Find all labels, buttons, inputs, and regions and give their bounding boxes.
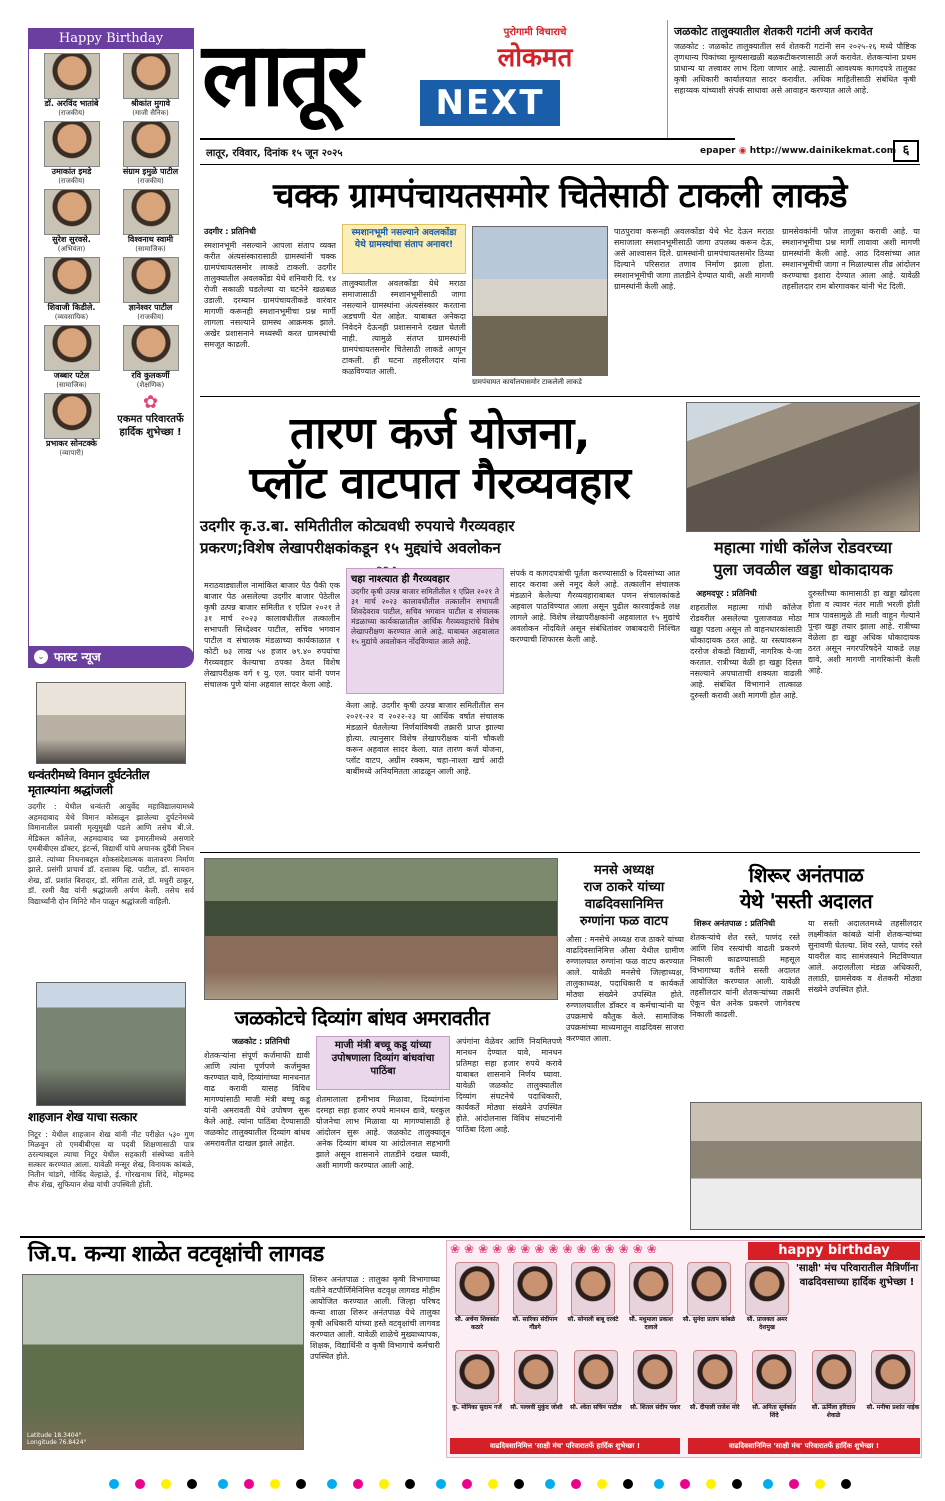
story4-col1: शेतकऱ्यांना संपूर्ण कर्जमाफी द्यावी आणि त्यांना पूर्णपणे कर्जमुक्त करण्यात यावे, दिव्यांगांच्या मानधनात वाढ करावी यासह विविध मागण्यांसाठी माजी मंत्री बच्चू कडू यांनी अमरावती येथे उपोषण सुरू केले आहे. त्यांना पाठिंबा देण्यासाठी जळकोट तालुक्यातील दिव्यांग बांधव अमरावतीत दाखल झाले आहेत. [204,1051,310,1148]
story5-headline2: राज ठाकरे यांच्या [583,880,665,895]
member-name: सौ. प्राजक्ता अमर देशमुख [746,1316,788,1331]
story1-photo-caption: ग्रामपंचायत कार्यालयासमोर टाकलेली लाकडे [472,378,582,386]
story6-headline1: शिरूर अनंतपाळ [748,863,864,887]
story1-photo [472,226,608,376]
sakhi-member [509,1350,563,1434]
person-role: (व्यवसायिक) [54,313,89,321]
avatar [44,189,100,235]
chevron-down-icon: ⌄ [34,650,48,664]
avatar [633,1350,677,1404]
birthday-person [35,393,108,458]
person-name: संग्राम इमुळे पाटील [122,167,179,176]
person-role: (राजकीय) [137,313,164,321]
story4-col3: अपंगांना वेळेवर आणि नियमितपणे मानधन देण्यात यावे, मानधन प्रतिमहा सहा हजार रुपये करावे याबाबत शासनाने निर्णय घ्यावा. यावेळी जळकोट तालुक्यातील दिव्यांग संघटनेचे पदाधिकारी, कार्यकर्ते मोठ्या संख्येने उपस्थित होते. आंदोलनास विविध संघटनांनी पाठिंबा दिला आहे. [456,1037,562,1134]
story1-col3: पाठपुरावा करूनही अवलकोंडा येथे भेट देऊन मराठा समाजाला स्मशानभूमीसाठी जागा उपलब्ध करून देऊ, असे आश्वासन दिले. ग्रामस्थांनी ग्रामपंचायतसमोर ठिय्या दिल्याने परिसरात तणाव निर्माण झाला होता. स्मशानभूमीची जागा तातडीने देण्यात यावी, अशी मागणी ग्रामस्थांनी केली आहे. [614,227,774,291]
avatar [871,1350,915,1404]
news1-text: उदगीर : येथील धन्वंतरी आयुर्वेद महाविद्यालयामध्ये अहमदाबाद येथे विमान कोसळून झालेल्या दुर्घटनेमध्ये विमानातील प्रवासी मृत्युमुखी पडले आणि तसेच बी.जे. मेडिकल कॉलेज, अहमदाबाद च्या इमारतीमध्ये असणारे एमबीबीएस डॉक्टर, इंटर्न्स, विद्यार्थी यांचे अचानक दुर्दैवी निधन झाले. त्यांच्या निधनाबद्दल शोकसंदेशात्मक वातावरण निर्माण झाले. प्रसंगी प्राचार्य डॉ. दत्तात्रय व्हि. पाटील, डॉ. सायरान शेख, डॉ. प्रशांत बिरादार, डॉ. संगिता टाले, डॉ. मधुरी ठाकूर, डॉ. रश्मी वैद्य यांनी श्रद्धांजली अर्पण केली. तसेच सर्व विद्यार्थ्यांनी दोन मिनिटे मौन पाळून श्रद्धांजली वाहिली. [28,802,194,906]
happy-birthday-banner: happy birthday [748,1242,920,1260]
person-role: (सामाजिक) [56,381,87,389]
footer-right: वाढदिवसानिमित्त 'साक्षी मंच' परिवारातर्फे हार्दिक शुभेच्छा ! [688,1438,920,1454]
sakhi-member [569,1350,623,1434]
member-name: सौ. सारिका संदीपान गौंडगे [512,1316,558,1331]
birthday-person [35,121,108,186]
avatar [752,1350,796,1404]
masthead-title: लातूर [202,23,359,126]
person-name: रवि कुलकर्णी [131,371,170,380]
story3-headline1: महात्मा गांधी कॉलेज रोडवरच्या [714,538,892,557]
avatar [571,1262,615,1316]
website-link[interactable]: http://www.dainikekmat.com [749,146,897,156]
news1-photo [36,682,186,764]
avatar [123,325,179,371]
person-name: प्रभाकर सोनटक्के [46,439,97,448]
person-role: (माजी सैनिक) [132,109,169,117]
avatar [123,53,179,99]
story2-box-title: चहा नाश्त्यात ही गैरव्यवहार [351,574,450,585]
top-right-text: जळकोट : जळकोट तालुक्यातील सर्व शेतकरी गटांनी सन २०२५-२६ मध्ये पौष्टिक तृणधान्य पिकांच्या मूल्यसाखळी बळकटीकरणासाठी अर्ज करावेत. शेतकऱ्यांना प्रथम प्राधान्य या तत्त्वावर लाभ दिला जाणार आहे. त्यासाठी आवश्यक कागदपत्रे तालुका कृषी अधिकारी कार्यालयात सादर करावीत. अधिक माहितीसाठी संबंधित कृषी सहाय्यक यांच्याशी संपर्क साधावा असे आवाहन करण्यात आले आहे. [674,42,916,95]
birthday-grid [29,49,193,462]
fast-news-header [28,646,194,668]
birthday-title: Happy Birthday [29,29,193,49]
person-name: डॉ. अरविंद भातांबे [44,99,99,108]
top-right-box [667,20,922,138]
news2-text: निटूर : येथील शाहजान शेख यांनी नीट परीक्षेत ५३० गुण मिळवून तो एमबीबीएस या पदवी शिक्षणासाठी पात्र ठरल्याबद्दल त्याचा निटूर येथील सहकारी संस्थेच्या वतीने सत्कार करण्यात आला. यावेळी मन्सूर शेख, विनायक कांबळे, नितीन चांडगे, गोविंद वेल्हाळे, ई. गोरखनाथ शिंदे, मोहम्मद सैफ शेख, सुफियान शेख यांची उपस्थिती होती. [28,1130,194,1189]
person-name: विश्‍वनाथ स्वामी [127,235,174,244]
avatar [44,257,100,303]
story1-headline: चक्क ग्रामपंचायतसमोर चितेसाठी टाकली लाकडे [273,176,847,216]
person-role: (सामाजिक) [135,245,166,253]
avatar [455,1350,499,1404]
sakhi-member [566,1262,620,1346]
story6-photo [690,1102,922,1230]
person-name: सुरेश सुरवसे. [52,235,91,244]
story4-photo [204,858,558,1000]
story5-text: औसा : मनसेचे अध्यक्ष राज ठाकरे यांच्या वाढदिवसानिमित्त औसा येथील ग्रामीण रुग्णालयात रुग्णांना फळ वाटप करण्यात आले. यावेळी मनसेचे जिल्हाध्यक्ष, तालुकाध्यक्ष, पदाधिकारी व कार्यकर्ते मोठ्या संख्येने उपस्थित होते. रुग्णालयातील डॉक्टर व कर्मचाऱ्यांनी या उपक्रमाचे कौतुक केले. सामाजिक उपक्रमांच्या माध्यमातून वाढदिवस साजरा करण्यात आला. [566,935,684,1043]
avatar [693,1350,737,1404]
birthday-person [114,325,187,390]
birthday-person [114,257,187,322]
story2-box-text: उदगीर कृषी उत्पन्न बाजार समितीतील १ एप्रिल २०२१ ते ३१ मार्च २०२३ कालावधीतील तत्कालीन सभापती शिवदेवराव पाटील, सचिव भगवान पाटील व संचालक मंडळाच्या कार्यकाळातील आर्थिक गैरव्यवहारांचे विशेष लेखापरीक्षण करण्यात आले आहे. याबाबत अहवालात १५ मुद्यांचे अवलोकन नोंदविण्यात आले आहे. [351,587,499,646]
person-name: ज्ञानेश्वर पाटील [128,303,173,312]
story6-byline: शिरूर अनंतपाळ : प्रतिनिधी [694,919,776,928]
story2-headline2: प्लॉट वाटपात गैरव्यवहार [249,458,631,509]
pothole-photo [686,402,920,532]
birthday-person [35,257,108,322]
news2-photo [36,982,186,1106]
person-role: (व्यापारी) [59,449,84,457]
dateline: लातूर, रविवार, दिनांक १५ जून २०२५ [206,148,343,159]
sakhi-message: 'साक्षी' मंच परिवारातील मैत्रिणींना वाढदिवसाच्या हार्दिक शुभेच्छा ! [795,1263,919,1288]
person-role: (राजकीय) [58,109,85,117]
sakhi-member [740,1262,794,1346]
greeting-cell [114,393,187,458]
person-name: उमाकांत इमडे [51,167,92,176]
member-name: सौ. अर्चना शिवकांत कठारे [455,1316,499,1331]
bottom-rule [20,1236,925,1238]
masthead-rule [200,138,735,140]
story2-headline1: तारण कर्ज योजना, [290,408,590,459]
ladies-row1 [450,1262,794,1346]
avatar [629,1262,673,1316]
sakhi-member [866,1350,920,1434]
story4-col2: शेतमालाला हमीभाव मिळावा, दिव्यांगांना दरमहा सहा हजार रुपये मानधन द्यावे, घरकुल योजनेचा लाभ मिळावा या मागण्यांसाठी हे आंदोलन सुरू आहे. जळकोट तालुक्यातून अनेक दिव्यांग बांधव या आंदोलनात सहभागी झाले असून शासनाने तातडीने दखल घ्यावी, अशी मागणी करण्यात आली आहे. [316,1095,450,1170]
news2-title: शाहजान शेख याचा सत्कार [28,1110,137,1124]
birthday-person [35,189,108,254]
person-name: शिवाजी किडीले. [47,303,96,312]
member-name: सौ. श्वेता सचिन पाटील [570,1404,622,1411]
story1-col4: ग्रामसेवकांनी फौज तालुका करावी आहे. या स्मशानभूमीचा प्रश्न मार्गी लावावा अशी मागणी ग्रामस्थांनी केली आहे. आठ दिवसांच्या आत स्मशानभूमीची जागा न मिळाल्यास तीव्र आंदोलन करण्याचा इशारा देण्यात आला आहे. यावेळी तहसीलदार राम बोरगावकर यांनी भेट दिली. [782,227,920,291]
avatar [574,1350,618,1404]
story2-col2: केला आहे. उदगीर कृषी उत्पन्न बाजार समितीतील सन २०२१-२२ व २०२२-२३ या आर्थिक वर्षात संचालक मंडळाने घेतलेल्या निर्णयांविषयी तक्रारी प्राप्त झाल्या होत्या. त्यानुसार विशेष लेखापरीक्षक यांनी चौकशी करून अहवाल सादर केला. यात तारण कर्ज योजना, प्लॉट वाटप, अग्रीम रक्कम, चहा-नाश्ता खर्च आदी बाबींमध्ये अनियमितता आढळून आली आहे. [346,701,504,776]
avatar [745,1262,789,1316]
story1-rule [200,396,920,397]
story2-sub1: उदगीर कृ.उ.बा. समितीतील कोट्यवधी रुपयाचे गैरव्यवहार [200,517,515,535]
flowers-row: ❀❀❀❀❀❀❀❀❀❀❀❀❀❀❀ [450,1242,661,1256]
story3-col2: दुरुस्तीच्या कामासाठी हा खड्डा खोदला होता व त्यावर नंतर माती भरली होती मात्र पावसामुळे ती माती वाहून गेल्याने पुन्हा खड्डा तयार झाला आहे. रात्रीच्या वेळेला हा खड्डा अधिक धोकादायक ठरत असून नगरपरिषदेने याकडे लक्ष द्यावे, अशी मागणी नागरिकांनी केली आहे. [808,589,920,675]
story5-headline1: मनसे अध्यक्ष [594,863,654,878]
bottom-headline: जि.प. कन्या शाळेत वटवृक्षांची लागवड [28,1242,324,1267]
masthead-next: NEXT [420,80,560,126]
birthday-person [35,53,108,118]
page-number: ६ [893,140,919,162]
sakhi-member [450,1262,504,1346]
story2-col3: संपर्क व कागदपत्रांची पूर्तता करण्यासाठी ७ दिवसांच्या आत सादर करावा असे नमूद केले आहे. तत्कालीन संचालक मंडळाने केलेल्या गैरव्यवहाराबाबत पणन संचालकांकडे अहवाल पाठविण्यात आला असून पुढील कारवाईकडे लक्ष लागले आहे. विशेष लेखापरीक्षकांनी अहवालात १५ मुद्यांचे अवलोकन नोंदविले असून संबंधितांवर जबाबदारी निश्चित करण्याची शिफारस केली आहे. [510,569,680,644]
story2-col1: मराठवाड्यातील नामांकित बाजार पेठ पैकी एक बाजार पेठ असलेल्या उदगीर बाजार पेठेतील कृषी उत्पन्न बाजार समितीत १ एप्रिल २०२१ ते ३१ मार्च २०२३ कालावधीतील तत्कालीन सभापती सिध्देश्वर पाटील, सचिव भगवान पाटील व संचालक मंडळाच्या कार्यकाळात १ कोटी ७३ लाख ५४ हजार ७९.४० रुपयांचा गैरव्यवहार केल्याचा ठपका ठेवत विशेष लेखापरीक्षक वर्ग १ यु. एल. पवार यांनी पणन संचालक पुणे यांना अहवाल सादर केला आहे. [204,581,340,689]
sakhi-member [508,1262,562,1346]
story5-headline3: वाढदिवसानिमित्त [584,897,664,912]
story4-headline: जळकोटचे दिव्यांग बांधव अमरावतीत [234,1006,490,1030]
story3-col1: शहरातील महात्मा गांधी कॉलेज रोडवरील असलेल्या पुलाजवळ मोठा खड्डा पडला असून तो वाहनधारकांसाठी धोकादायक ठरत आहे. या रस्त्यावरून दररोज शेकडो विद्यार्थी, नागरिक ये-जा करतात. रात्रीच्या वेळी हा खड्डा दिसत नसल्याने अपघाताची शक्यता वाढली आहे. संबंधित विभागाने तात्काळ दुरुस्ती करावी अशी मागणी होत आहे. [690,603,802,700]
avatar [123,189,179,235]
globe-icon: ◉ [738,146,747,156]
person-name: जब्बार पटेल [53,371,90,380]
birthday-person [35,325,108,390]
avatar [514,1350,558,1404]
story2-sub2: प्रकरण;विशेष लेखापरीक्षकांकडून १५ मुद्द्यांचे अवलोकन [200,539,501,557]
member-name: सौ. मनीषा प्रशांत नाईक [866,1404,920,1411]
birthday-person [114,189,187,254]
person-role: (अभियंता) [57,245,86,253]
sakhi-member [628,1350,682,1434]
brand-tag: पुरोगामी विचाराचे [503,27,567,38]
person-name: श्रीकांत मुगावे [130,99,171,108]
story6-col2: या सस्ती अदालतमध्ये तहसीलदार लक्ष्मीकांत कांबळे यांनी शेतकऱ्यांच्या सुनावणी घेतल्या. शिव रस्ते, पाणंद रस्ते यावरील वाद सामंजस्याने मिटविण्यात आले. अदालतीला मंडळ अधिकारी, तलाठी, ग्रामसेवक व शेतकरी मोठ्या संख्येने उपस्थित होते. [808,919,922,994]
epaper-text: epaper [700,146,736,156]
top-right-title: जळकोट तालुक्यातील शेतकरी गटांनी अर्ज करावेत [674,25,873,38]
story2-box [346,568,504,694]
story1-byline: उदगीर : प्रतिनिधी [204,227,256,236]
birthday-sidebar [28,28,194,656]
member-name: सौ. अनिता सूर्यकांत शिंदे [752,1404,796,1419]
birthday-person [114,121,187,186]
person-role: (राजकीय) [137,177,164,185]
story6-col1: शेतकऱ्यांचे शेत रस्ते, पाणंद रस्ते आणि शिव रस्त्यांची वाढती प्रकरणे निकाली काढण्यासाठी महसूल विभागाच्या वतीने सस्ती अदालत आयोजित करण्यात आली. यावेळी तहसीलदार यांनी शेतकऱ्यांच्या तक्रारी ऐकून घेत अनेक प्रकरणे जागेवरच निकाली काढली. [690,933,800,1019]
fast-news-label: फास्ट न्यूज [54,650,101,664]
story4-byline: जळकोट : प्रतिनिधी [232,1037,290,1046]
avatar [455,1262,499,1316]
story1-kicker-box [342,224,466,274]
tree-plantation-photo [22,1274,304,1450]
news1-title: धन्वंतरीमध्ये विमान दुर्घटनेतील मृतात्म्यांना श्रद्धांजली [28,768,149,797]
story1-kicker: स्मशानभूमी नसल्याने अवलकोंडा येथे ग्रामस्थांचा संताप अनावर! [351,228,457,250]
footer-left: वाढदिवसानिमित्त 'साक्षी मंच' परिवारातर्फे हार्दिक शुभेच्छा ! [450,1438,680,1454]
member-name: सौ. दीपाली राजेश मोरे [689,1404,740,1411]
avatar [44,325,100,371]
ladies-row2 [450,1350,920,1434]
story1-col2: तालुक्यातील अवलकोंडा येथे मराठा समाजासाठी स्मशानभूमीसाठी जागा नसल्याने ग्रामस्थांना अंत्यसंस्कार करताना अडचणी येत आहेत. याबाबत अनेकदा निवेदने देऊनही प्रशासनाने दखल घेतली नाही. त्यामुळे संतप्त ग्रामस्थांनी ग्रामपंचायतसमोर चितेसाठी लाकडे आणून टाकली. ही घटना तहसीलदार यांना कळविण्यात आली. [342,279,466,376]
person-role: (राजकीय) [58,177,85,185]
story5-headline4: रुग्णांना फळ वाटप [579,914,669,929]
avatar [123,121,179,167]
member-name: सौ. पल्लवी मुकुंद जोशी [510,1404,563,1411]
member-name: सौ. सोनाली बाबू दरवंटे [567,1316,619,1323]
avatar [44,53,100,99]
story2-rule [200,852,920,853]
story3-byline: अहमदपूर : प्रतिनिधी [696,589,757,598]
epaper-label [700,146,896,156]
greeting-text: एकमत परिवारतर्फे हार्दिक शुभेच्छा ! [117,414,184,438]
sakhi-member [688,1350,742,1434]
bottom-text: शिरूर अनंतपाळ : तालुका कृषी विभागाच्या वतीने वटपौर्णिमेनिमित्त वटवृक्ष लागवड मोहीम आयोजित करण्यात आली. जिल्हा परिषद कन्या शाळा शिरूर अनंतपाळ येथे तालुका कृषी अधिकारी यांच्या हस्ते वटवृक्षांची लागवड करण्यात आली. यावेळी शाळेचे मुख्याध्यापक, शिक्षक, विद्यार्थिनी व कृषी विभागाचे कर्मचारी उपस्थित होते. [310,1275,440,1361]
avatar [812,1350,856,1404]
sakhi-member [682,1262,736,1346]
dateline-rule [200,164,920,165]
avatar [44,393,100,439]
sakhi-member [450,1350,504,1434]
birthday-person [114,53,187,118]
story5-headline-block [562,862,686,930]
sakhi-member [747,1350,801,1434]
person-role: (शैक्षणिक) [136,381,165,389]
sakhi-member [807,1350,861,1434]
avatar [44,121,100,167]
member-name: सौ. मधुमाला प्रकाश दलाले [629,1316,673,1331]
sakhi-member [624,1262,678,1346]
story3-headline2: पुला जवळील खड्डा धोकादायक [713,560,893,579]
member-name: सौ. शितल संदीप पवार [630,1404,681,1411]
member-name: कु. मोनिका सुदाम गर्जे [452,1404,502,1411]
bouquet-icon: ✿ [142,392,159,413]
brand-logo: लोकमत [497,43,573,73]
story4-box-title: माजी मंत्री बच्चू कडू यांच्या उपोषणाला दिव्यांग बांधवांचा पाठिंबा [331,1040,435,1077]
print-registration-marks [40,1474,920,1493]
avatar [513,1262,557,1316]
story6-headline2: येथे 'सस्ती अदालत [739,889,873,913]
member-name: सौ. सुनंदा प्रताप कांबळे [682,1316,736,1323]
avatar [123,257,179,303]
gps-stamp: Latitude 18.3404° Longitude 76.8424° [27,1432,87,1446]
avatar [687,1262,731,1316]
story1-col1: स्मशानभूमी नसल्याने आपला संताप व्यक्त करीत अंत्यसंस्कारासाठी ग्रामस्थांनी चक्क ग्रामपंचायतसमोर लाकडे टाकली. उदगीर तालुक्यातील अवलकोंडा येथे शनिवारी दि. १४ रोजी सकाळी घडलेल्या या घटनेने खळबळ उडाली. दरम्यान ग्रामपंचायतीकडे वारंवार मागणी करूनही स्मशानभूमीचा प्रश्न मार्गी लागला नसल्याने ग्रामस्थ आक्रमक झाले. अखेर प्रशासनाने मध्यस्थी करत ग्रामस्थांची समजूत काढली. [204,241,336,349]
member-name: सौ. ऊर्मिला हरिदास शेवाळे [811,1404,856,1419]
story4-box [316,1036,450,1090]
